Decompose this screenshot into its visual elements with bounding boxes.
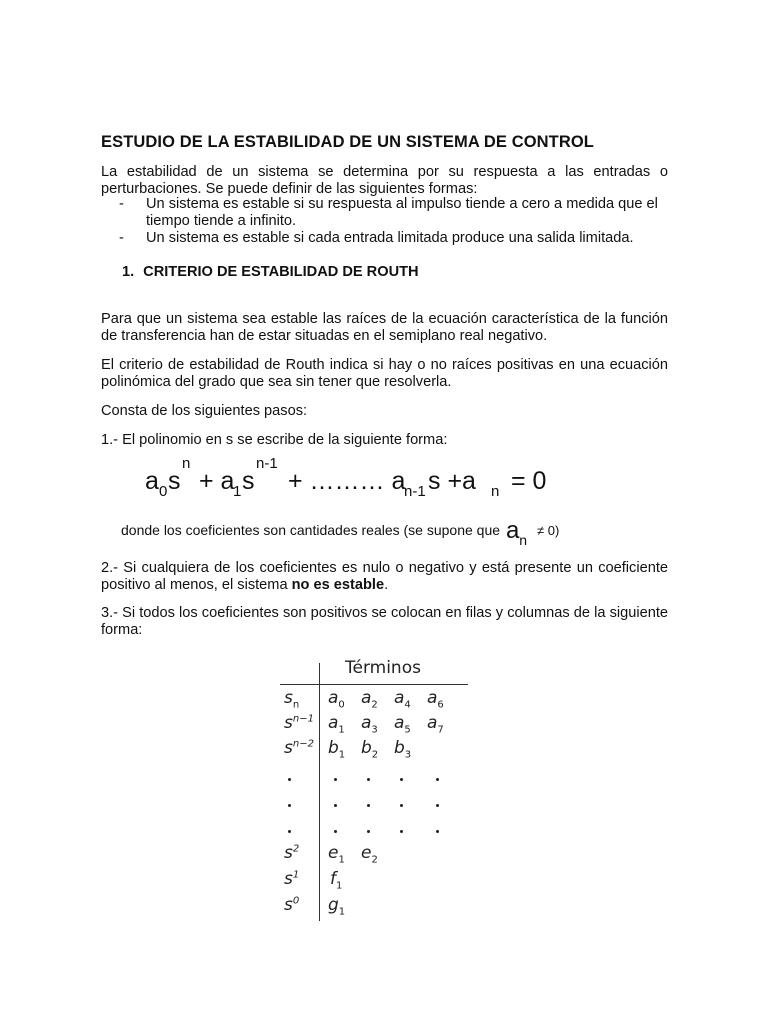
cell-base: e <box>328 843 339 863</box>
ellipsis-dot <box>436 830 439 833</box>
note-an-sub: n <box>519 532 528 548</box>
ellipsis-dot <box>288 804 291 807</box>
routh-header: Términos <box>345 658 421 678</box>
section-heading <box>122 264 419 280</box>
routh-cell <box>427 713 444 735</box>
eq-s2-sup: n-1 <box>256 455 278 472</box>
routh-table <box>272 655 472 925</box>
cell-base: g <box>328 895 339 915</box>
note-prefix: donde los coeficientes son cantidades reales (se supone que <box>121 522 501 538</box>
row-label-sup: 0 <box>292 895 300 907</box>
ellipsis-dot <box>334 778 337 781</box>
eq-a1: + a <box>199 467 235 495</box>
row-label-base: s <box>284 869 293 889</box>
cell-sub: 2 <box>371 699 378 711</box>
cell-sub: 2 <box>371 854 378 866</box>
ellipsis-dot <box>367 778 370 781</box>
eq-an1-sub: n-1 <box>404 483 426 500</box>
bullet-dash: - <box>119 230 124 246</box>
ellipsis-dot <box>288 778 291 781</box>
routh-cell <box>328 688 345 710</box>
ellipsis-dot <box>400 830 403 833</box>
ellipsis-dot <box>436 804 439 807</box>
step-2-emphasis: no es estable <box>291 577 385 593</box>
eq-s2: s <box>242 467 255 495</box>
routh-cell <box>328 713 345 735</box>
bullet-item <box>119 196 668 230</box>
cell-sub: 3 <box>371 724 378 736</box>
cell-sub: 5 <box>404 724 411 736</box>
bullet-dash: - <box>119 196 124 212</box>
section-number: 1. <box>122 264 135 280</box>
cell-base: f <box>330 869 336 889</box>
row-label-sub: n <box>292 699 300 711</box>
cell-sub: 0 <box>338 699 345 711</box>
intro-paragraph: La estabilidad de un sistema se determina por su respuesta a las entradas o perturbaciones. Se puede definir de las siguientes formas: <box>101 164 668 197</box>
ellipsis-dot <box>436 778 439 781</box>
routh-row-label <box>284 713 314 733</box>
cell-sub: 1 <box>338 854 345 866</box>
routh-cell <box>427 688 444 710</box>
cell-sub: 3 <box>404 749 412 761</box>
routh-paragraph: El criterio de estabilidad de Routh indica si hay o no raíces positivas en una ecuación polinómica del grado que sea sin tener que resolverla. <box>101 357 668 390</box>
routh-cell <box>361 713 378 735</box>
ellipsis-dot <box>400 778 403 781</box>
cell-base: a <box>427 688 438 708</box>
bullet-text: Un sistema es estable si cada entrada limitada produce una salida limitada. <box>146 230 634 246</box>
routh-horizontal-rule <box>280 684 468 685</box>
ellipsis-dot <box>367 830 370 833</box>
row-label-base: s <box>284 895 293 915</box>
routh-cell <box>328 895 345 917</box>
eq-s1: s <box>168 467 181 495</box>
cell-base: e <box>361 843 372 863</box>
routh-cell <box>330 869 342 891</box>
cell-base: a <box>394 688 405 708</box>
ellipsis-dot <box>288 830 291 833</box>
row-label-sup: 2 <box>292 843 300 855</box>
cell-sub: 1 <box>338 749 346 761</box>
routh-row-label <box>284 895 299 915</box>
row-label-sup: 1 <box>292 869 300 881</box>
section-title: CRITERIO DE ESTABILIDAD DE ROUTH <box>143 264 419 280</box>
roots-paragraph: Para que un sistema sea estable las raíces de la ecuación característica de la función de transferencia han de estar situadas en el semiplano real negativo. <box>101 311 668 344</box>
document-title: ESTUDIO DE LA ESTABILIDAD DE UN SISTEMA DE CONTROL <box>101 133 594 151</box>
routh-row-label <box>284 843 299 863</box>
cell-sub: 2 <box>371 749 379 761</box>
step-2-end: . <box>384 577 389 593</box>
cell-base: a <box>427 713 438 733</box>
eq-an-sub: n <box>491 483 500 500</box>
coefficients-note <box>121 514 560 548</box>
step-3: 3.- Si todos los coeficientes son positivos se colocan en filas y columnas de la siguiente forma: <box>101 605 668 638</box>
cell-base: a <box>328 713 339 733</box>
routh-row-label <box>284 738 314 758</box>
cell-sub: 1 <box>338 906 346 918</box>
note-an: a <box>505 517 520 544</box>
eq-a0: a <box>145 467 159 495</box>
step-2-text: 2.- Si cualquiera de los coeficientes es nulo o negativo y está presente un coeficiente positivo al menos, el sistema <box>101 560 668 593</box>
row-label-base: s <box>284 843 293 863</box>
cell-base: b <box>361 738 372 758</box>
row-label-base: s <box>284 688 293 708</box>
routh-cell <box>361 688 378 710</box>
cell-base: b <box>394 738 405 758</box>
ellipsis-dot <box>400 804 403 807</box>
eq-s1-sup: n <box>182 455 191 472</box>
routh-vertical-rule <box>319 663 320 921</box>
characteristic-equation <box>145 455 585 505</box>
note-suffix: ≠ 0) <box>536 523 560 538</box>
eq-equals: = 0 <box>511 467 547 495</box>
ellipsis-dot <box>334 830 337 833</box>
eq-a1-sub: 1 <box>233 483 242 500</box>
steps-intro: Consta de los siguientes pasos: <box>101 403 308 419</box>
cell-base: a <box>361 688 372 708</box>
routh-cell <box>361 843 378 865</box>
cell-base: b <box>328 738 339 758</box>
ellipsis-dot <box>334 804 337 807</box>
eq-a0-sub: 0 <box>159 483 168 500</box>
row-label-sup: n−2 <box>292 738 314 750</box>
cell-sub: 1 <box>338 724 345 736</box>
routh-cell <box>361 738 378 760</box>
routh-cell <box>394 688 411 710</box>
eq-dots: + ……… a <box>288 467 406 495</box>
cell-sub: 1 <box>336 880 343 892</box>
row-label-base: s <box>284 713 293 733</box>
bullet-text: Un sistema es estable si su respuesta al impulso tiende a cero a medida que el tiempo tiende a infinito. <box>146 196 658 229</box>
eq-tail: s +a <box>428 467 476 495</box>
cell-base: a <box>361 713 372 733</box>
routh-cell <box>328 738 345 760</box>
cell-sub: 7 <box>437 724 444 736</box>
routh-cell <box>394 738 411 760</box>
step-1: 1.- El polinomio en s se escribe de la siguiente forma: <box>101 432 448 448</box>
cell-base: a <box>328 688 339 708</box>
routh-cell <box>328 843 345 865</box>
ellipsis-dot <box>367 804 370 807</box>
cell-sub: 4 <box>404 699 411 711</box>
cell-sub: 6 <box>437 699 444 711</box>
routh-cell <box>394 713 411 735</box>
row-label-base: s <box>284 738 293 758</box>
row-label-sup: n−1 <box>292 713 314 725</box>
step-2 <box>101 560 668 594</box>
cell-base: a <box>394 713 405 733</box>
routh-row-label <box>284 688 299 710</box>
bullet-item <box>119 230 668 247</box>
routh-row-label <box>284 869 299 889</box>
